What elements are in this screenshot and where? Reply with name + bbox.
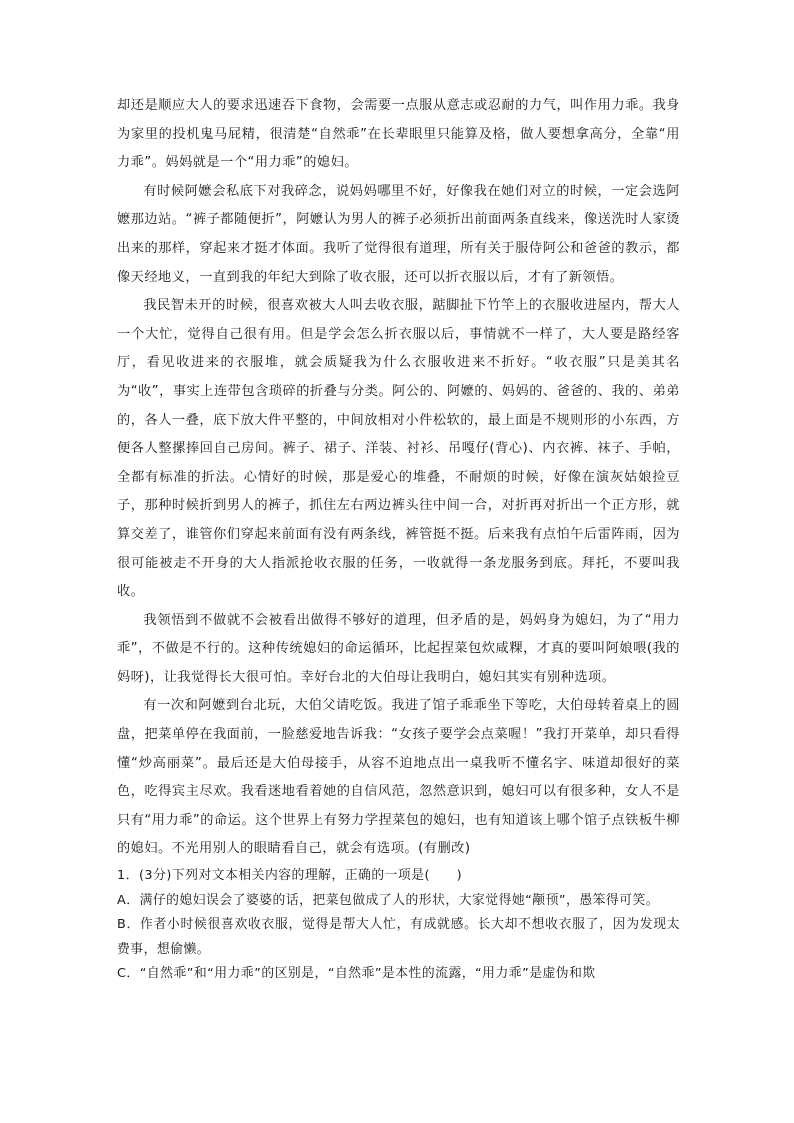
- answer-option-a[interactable]: [117, 889, 680, 914]
- question-stem: 1．(3分)下列对文本相关内容的理解，正确的一项是( ): [117, 868, 463, 884]
- answer-option-b[interactable]: [117, 913, 680, 962]
- article-paragraph: 我民智未开的时候，很喜欢被大人叫去收衣服，踮脚扯下竹竿上的衣服收进屋内，帮大人一个大忙，觉得自己很有用。但是学会怎么折衣服以后，事情就不一样了，大人要是路经客厅，看见收进来的衣服堆，就会质疑我为什么衣服收进来不折好。“收衣服”只是美其名为“收”，事实上连带包含琐碎的折叠与分类。阿公的、阿嬷的、妈妈的、爸爸的、我的、弟弟的，各人一叠，底下放大件平整的，中间放相对小件松软的，最上面是不规则形的小东西，方便各人整摞捧回自己房间。裤子、裙子、洋装、衬衫、吊嘎仔(背心)、内衣裤、袜子、手帕，全都有标准的折法。心情好的时候，那是爱心的堆叠，不耐烦的时候，好像在演灰姑娘捡豆子，那种时候折到男人的裤子，抓住左右两边裤头往中间一合，对折再对折出一个正方形，就算交差了，谁管你们穿起来前面有没有两条线，裤管挺不挺。后来我有点怕午后雷阵雨，因为很可能被走不开身的大人指派抢收衣服的任务，一收就得一条龙服务到底。拜托，不要叫我收。: [117, 298, 680, 600]
- article-paragraph: 却还是顺应大人的要求迅速吞下食物，会需要一点服从意志或忍耐的力气，叫作用力乖。我身为家里的投机鬼马屁精，很清楚“自然乖”在长辈眼里只能算及格，做人要想拿高分，全靠“用力乖”。妈妈就是一个“用力乖”的媳妇。: [117, 98, 680, 171]
- option-letter: A．: [117, 892, 140, 908]
- article-paragraph: 我领悟到不做就不会被看出做得不够好的道理，但矛盾的是，妈妈身为媳妇，为了“用力乖”，不做是不行的。这种传统媳妇的命运循环，比起捏菜包炊咸粿，才真的要叫阿娘喂(我的妈呀)，让我觉得长大很可怕。幸好台北的大伯母让我明白，媳妇其实有别种选项。: [117, 612, 680, 685]
- answer-option-c[interactable]: [117, 962, 680, 987]
- document-page: [117, 92, 680, 987]
- article-paragraph: 有时候阿嬷会私底下对我碎念，说妈妈哪里不好，好像我在她们对立的时候，一定会选阿嬷那边站。“裤子都随便折”，阿嬷认为男人的裤子必须折出前面两条直线来，像送洗时人家烫出来的那样，穿起来才挺才体面。我听了觉得很有道理，所有关于服侍阿公和爸爸的教示，都像天经地义，一直到我的年纪大到除了收衣服，还可以折衣服以后，才有了新领悟。: [117, 183, 680, 285]
- option-text: “自然乖”和“用力乖”的区别是，“自然乖”是本性的流露，“用力乖”是虚伪和欺: [139, 966, 596, 982]
- option-text: 满仔的媳妇误会了婆婆的话，把菜包做成了人的形状，大家觉得她“颟顸”，愚笨得可笑。: [139, 892, 660, 908]
- option-text: 作者小时候很喜欢收衣服，觉得是帮大人忙，有成就感。长大却不想收衣服了，因为发现太费事，想偷懒。: [117, 917, 681, 957]
- option-letter: B．: [117, 917, 140, 933]
- question-block: [117, 864, 680, 987]
- article-paragraph: 有一次和阿嬷到台北玩，大伯父请吃饭。我进了馆子乖乖坐下等吃，大伯母转着桌上的圆盘，把菜单停在我面前，一脸慈爱地告诉我：“女孩子要学会点菜喔！”我打开菜单，却只看得懂“炒高丽菜”。最后还是大伯母接手，从容不迫地点出一桌我听不懂名字、味道却很好的菜色，吃得宾主尽欢。我看迷地看着她的自信风范，忽然意识到，媳妇可以有很多种，女人不是只有“用力乖”的命运。这个世界上有努力学捏菜包的媳妇，也有知道该上哪个馆子点铁板牛柳的媳妇。不光用别人的眼睛看自己，就会有选项。(有删改): [117, 698, 680, 857]
- option-letter: C．: [117, 966, 140, 982]
